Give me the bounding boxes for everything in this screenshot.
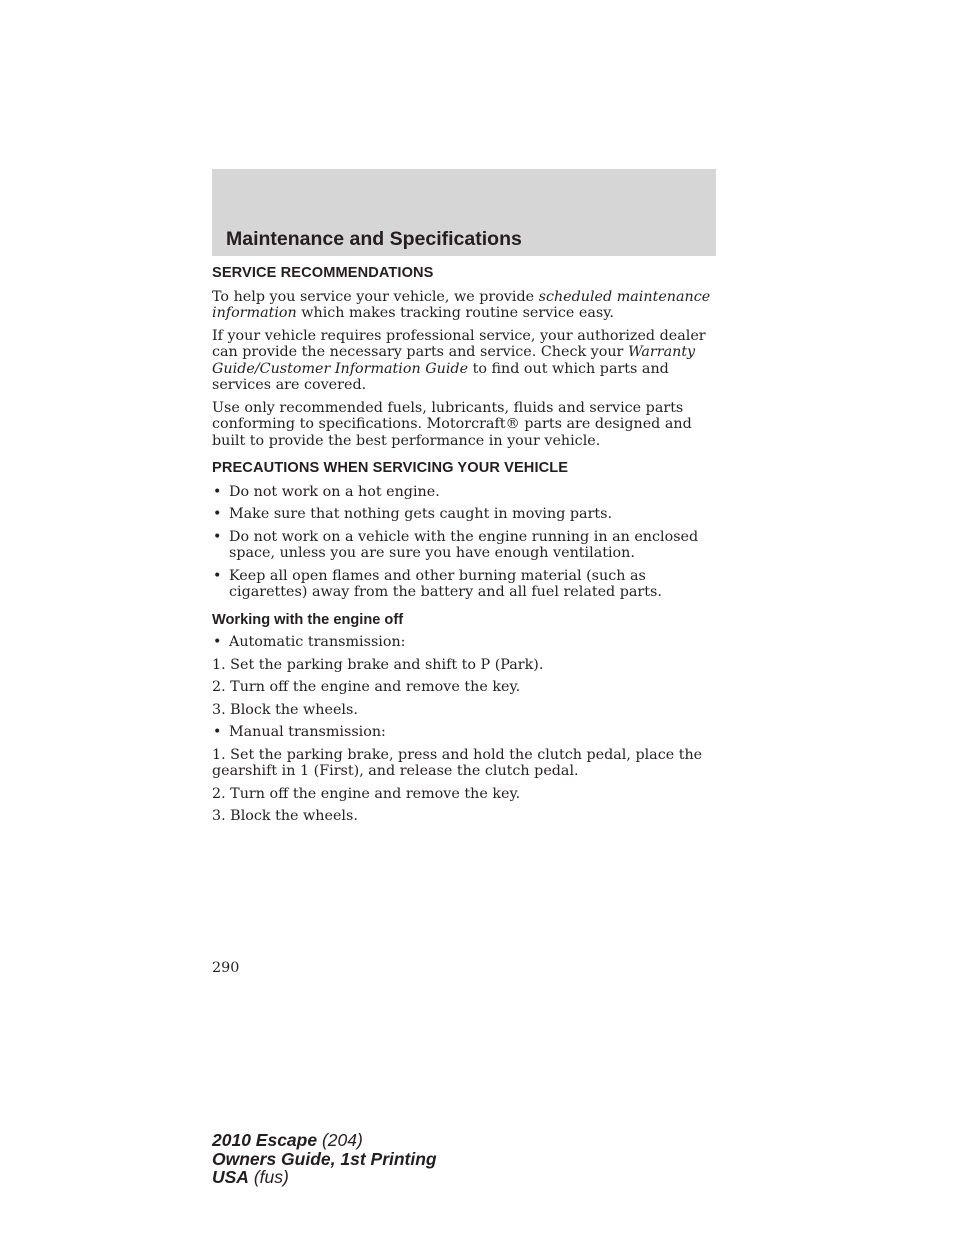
list-item xyxy=(212,568,716,601)
page-content xyxy=(212,265,716,831)
footer-guide: Owners Guide, 1st Printing xyxy=(212,1148,437,1169)
step-item: 2. Turn off the engine and remove the key. xyxy=(212,679,521,695)
footer-region: USA xyxy=(212,1167,249,1187)
step-item: 3. Block the wheels. xyxy=(212,808,358,824)
list-item xyxy=(212,634,716,651)
bullet-icon: • xyxy=(213,506,222,522)
bullet-icon: • xyxy=(213,567,222,584)
service-paragraph-1 xyxy=(212,289,716,322)
text: To help you service your vehicle, we provide xyxy=(212,288,539,305)
page-number: 290 xyxy=(212,960,240,976)
footer-region-code: (fus) xyxy=(253,1167,289,1187)
step-item: 2. Turn off the engine and remove the key. xyxy=(212,785,521,802)
chapter-header-band xyxy=(212,169,716,256)
manual-transmission-label: Manual transmission: xyxy=(229,724,386,740)
service-paragraph-2 xyxy=(212,328,716,394)
step-item: 3. Block the wheels. xyxy=(212,701,358,718)
footer-line-region xyxy=(212,1168,437,1187)
footer-imprint xyxy=(212,1131,437,1187)
text: If your vehicle requires professional service, your authorized dealer can provide the necessary parts and service. Check your xyxy=(212,327,706,360)
bullet-icon: • xyxy=(213,634,222,650)
footer-line-model xyxy=(212,1131,437,1150)
list-item xyxy=(212,529,716,562)
step-item: 1. Set the parking brake, press and hold the clutch pedal, place the gearshift in 1 (First), and release the clutch pedal. xyxy=(212,746,703,779)
list-item-text: Do not work on a hot engine. xyxy=(229,483,440,500)
service-paragraph-3: Use only recommended fuels, lubricants, fluids and service parts conforming to specifications. Motorcraft® parts are designed and built to provide the best performance in your vehicle. xyxy=(212,399,692,449)
engine-off-heading: Working with the engine off xyxy=(212,611,404,628)
list-item-text: Do not work on a vehicle with the engine running in an enclosed space, unless you are sure you have enough ventilation. xyxy=(229,528,699,561)
step-item: 1. Set the parking brake and shift to P (Park). xyxy=(212,656,544,673)
list-item-text: Make sure that nothing gets caught in moving parts. xyxy=(229,506,613,522)
service-recommendations-heading: SERVICE RECOMMENDATIONS xyxy=(212,265,434,281)
text: to find out which parts and services are covered. xyxy=(212,360,669,393)
footer-model: 2010 Escape xyxy=(212,1130,318,1150)
bullet-icon: • xyxy=(213,724,222,740)
bullet-icon: • xyxy=(213,483,222,500)
italic-text: Warranty Guide/Customer Information Guide xyxy=(212,344,696,377)
list-item-text: Keep all open flames and other burning material (such as cigarettes) away from the battery and all fuel related parts. xyxy=(229,567,662,600)
italic-text: scheduled maintenance information xyxy=(212,288,711,321)
automatic-transmission-label: Automatic transmission: xyxy=(229,634,406,650)
precautions-heading: PRECAUTIONS WHEN SERVICING YOUR VEHICLE xyxy=(212,460,569,476)
footer-line-guide xyxy=(212,1150,437,1169)
list-item xyxy=(212,506,716,523)
list-item xyxy=(212,724,716,741)
text: which makes tracking routine service easy. xyxy=(296,305,614,321)
bullet-icon: • xyxy=(213,528,222,545)
chapter-title: Maintenance and Specifications xyxy=(226,228,522,250)
footer-model-code: (204) xyxy=(321,1130,363,1150)
list-item xyxy=(212,484,716,501)
